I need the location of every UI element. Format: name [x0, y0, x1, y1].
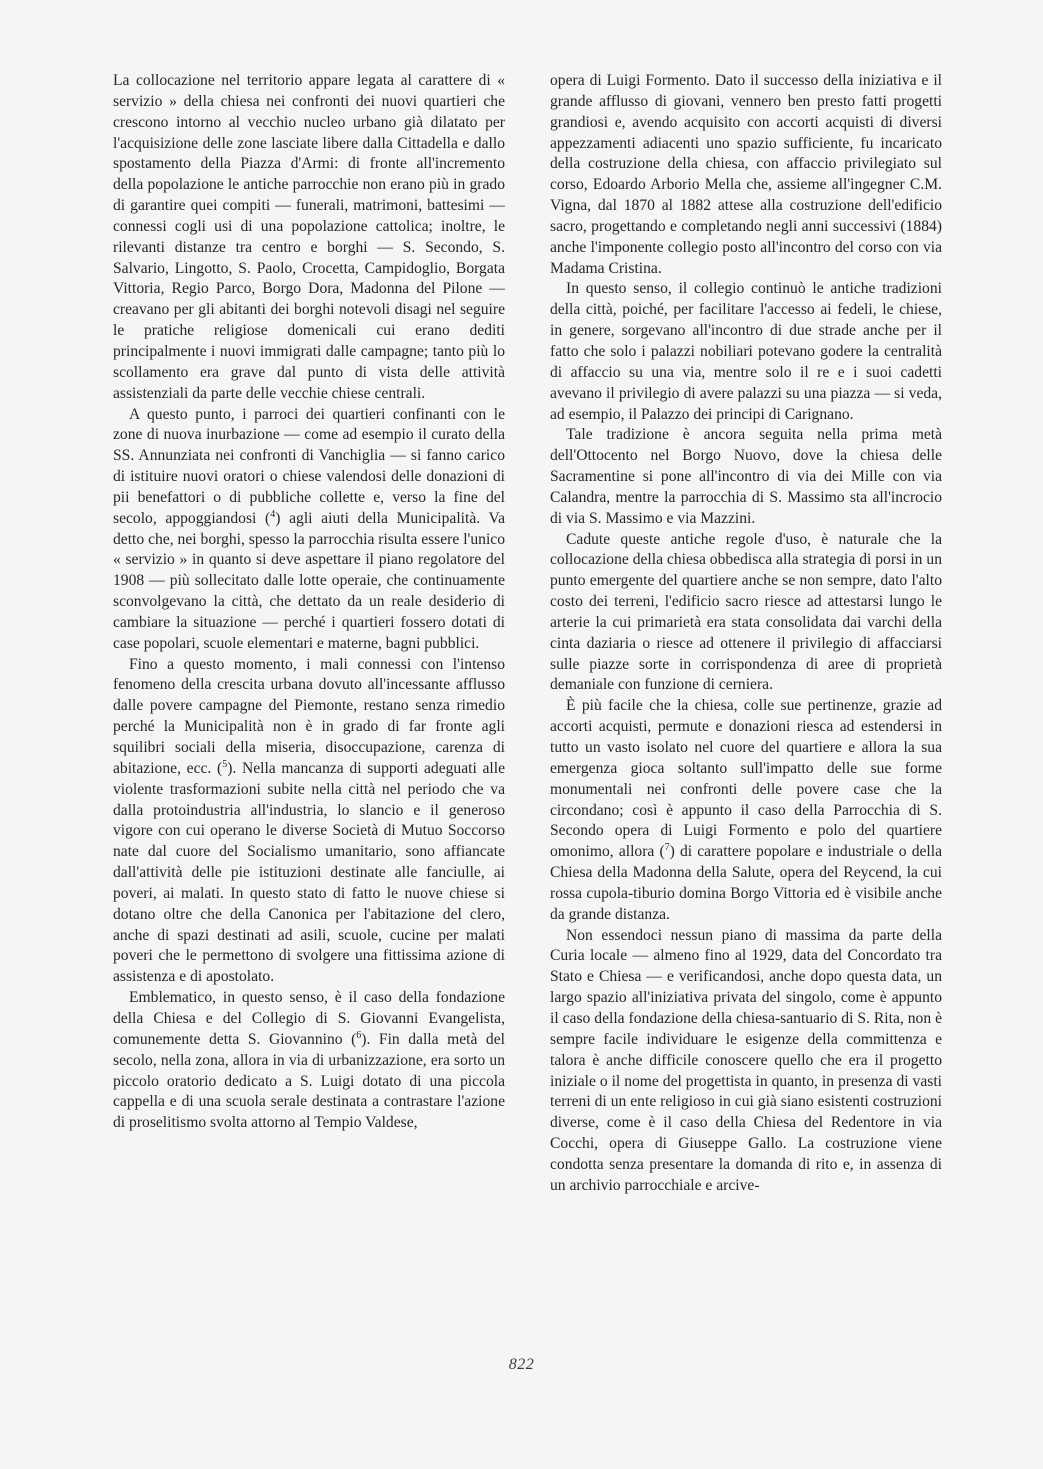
paragraph: opera di Luigi Formento. Dato il successo della iniziativa e il grande afflusso di giovani, vennero ben presto fatti progetti grandiosi e, avendo acquisito con accorti acquisti di diversi appezzamenti adiacenti uno spazio sufficiente, fu incaricato della costruzione della chiesa, con affaccio privilegiato sul corso, Edoardo Arborio Mella che, assieme all'ingegner C.M. Vigna, dal 1870 al 1882 attese alla costruzione dell'edificio sacro, progettando e completando negli anni successivi (1884) anche l'imponente collegio posto all'incontro del corso con via Madama Cristina.	[550, 72, 942, 277]
text-column-right	[550, 71, 942, 1197]
paragraph-text: Emblematico, in questo senso, è il caso della fondazione della Chiesa e del Collegio di S. Giovanni Evangelista, comunemente detta S. Giovannino (	[113, 989, 505, 1048]
paragraph-text: ). Nella mancanza di supporti adeguati alle violente trasformazioni subite nella città nel periodo che va dalla protoindustria all'industria, lo slancio e il generoso vigore con cui operano le diverse Società di Mutuo Soccorso nate dal cuore del Socialismo umanitario, sono affiancate dall'attività delle pie istituzioni destinate alle fanciulle, ai poveri, ai malati. In questo stato di fatto le nuove chiese si dotano oltre che della Canonica per l'abitazione del clero, anche di spazi destinati ad asili, scuole, cucine per malati poveri che le permettono di svolgere una fittissima azione di assistenza e di apostolato.	[113, 759, 506, 986]
paragraph	[550, 696, 942, 925]
paragraph: Non essendoci nessun piano di massima da parte della Curia locale — almeno fino al 1929, data del Concordato tra Stato e Chiesa — e verificandosi, anche dopo questa data, un largo spazio all'iniziativa privata del singolo, come è appunto il caso della fondazione della chiesa-santuario di S. Rita, non è sempre facile individuare le esigenze della committenza e talora è anche difficile conoscere quello che era il progetto iniziale o il nome del progettista in quanto, in presenza di vasti terreni di un ente religioso in cui già siano esistenti costruzioni diverse, come è il caso della Chiesa del Redentore in via Cocchi, opera di Giuseppe Gallo. La costruzione viene condotta senza presentare la domanda di rito e, in assenza di un archivio parrocchiale e arcive-	[550, 926, 942, 1194]
footnote-reference: 6	[356, 1029, 362, 1041]
page-number: 822	[508, 1356, 535, 1373]
footnote-reference: 5	[222, 758, 228, 770]
paragraph-text: ) agli aiuti della Municipalità. Va detto che, nei borghi, spesso la parrocchia risulta essere l'unico « servizio » in quanto si deve aspettare il piano regolatore del 1908 — più sollecitato dalle lotte operaie, che continuamente sconvolgevano la città, che dettato da un reale desiderio di cambiare la situazione — perché i quartieri fossero dotati di case popolari, scuole elementari e materne, bagni pubblici.	[113, 509, 505, 652]
paragraph-text: Fino a questo momento, i mali connessi con l'intenso fenomeno della crescita urbana dovuto all'incessante afflusso dalle povere campagne del Piemonte, restano senza rimedio perché la Municipalità non è in grado di far fronte agli squilibri sociali della miseria, disoccupazione, carenza di abitazione, ecc. (	[113, 655, 505, 777]
paragraph	[113, 405, 505, 655]
paragraph-text: ) di carattere popolare e industriale o della Chiesa della Madonna della Salute, opera del Reycend, la cui rossa cupola-tiburio domina Borgo Vittoria ed è visibile anche da grande distanza.	[550, 843, 943, 923]
paragraph	[113, 655, 505, 989]
paragraph: Tale tradizione è ancora seguita nella prima metà dell'Ottocento nel Borgo Nuovo, dove la chiesa delle Sacramentine si pone all'incontro di via dei Mille con via Calandra, mentre la parrocchia di S. Massimo sta all'incrocio di via S. Massimo e via Mazzini.	[550, 426, 942, 527]
paragraph: Cadute queste antiche regole d'uso, è naturale che la collocazione della chiesa obbedisca alla strategia di porsi in un punto emergente del quartiere anche se non sempre, dato l'alto costo dei terreni, l'edificio sacro riesce ad attestarsi lungo le arterie la cui primarietà era stata consolidata dai varchi della cinta daziaria o riesce ad ottenere il privilegio di affacciarsi sulle piazze sorte in corrispondenza di aree di proprietà demaniale con funzione di cerniera.	[550, 530, 942, 694]
paragraph: La collocazione nel territorio appare legata al carattere di « servizio » della chiesa nei confronti dei nuovi quartieri che crescono intorno al vecchio nucleo urbano già dilatato per l'acquisizione delle zone lasciate libere dalla Cittadella e dallo spostamento della Piazza d'Armi: di fronte all'incremento della popolazione le antiche parrocchie non erano più in grado di garantire quei compiti — funerali, matrimoni, battesimi — connessi cogli usi di una popolazione cattolica; inoltre, le rilevanti distanze tra centro e borghi — S. Secondo, S. Salvario, Lingotto, S. Paolo, Crocetta, Campidoglio, Borgata Vittoria, Regio Parco, Borgo Dora, Madonna del Pilone — creavano per gli abitanti dei borghi notevoli disagi nel seguire le pratiche religiose domenicali cui erano dediti principalmente i nuovi immigrati dalle campagne; tanto più lo scollamento era grave dal punto di vista delle attività assistenziali da parte delle vecchie chiese centrali.	[113, 72, 505, 402]
paragraph-text: A questo punto, i parroci dei quartieri confinanti con le zone di nuova inurbazione — come ad esempio il curato della SS. Annunziata nei confronti di Vanchiglia — si fanno carico di istituire nuovi oratori o chiese valendosi delle donazioni di pii benefattori o di pubbliche collette e, verso la fine del secolo, appoggiandosi (	[113, 405, 505, 527]
text-column-left	[113, 71, 505, 1134]
footnote-reference: 4	[270, 508, 276, 520]
paragraph: In questo senso, il collegio continuò le antiche tradizioni della città, poiché, per facilitare l'accesso ai fedeli, le chiese, in genere, sorgevano all'incontro di due strade anche per il fatto che solo i palazzi nobiliari potevano godere la centralità di affaccio su una via, mentre solo il re e i suoi cadetti avevano il privilegio di avere palazzi su una piazza — si veda, ad esempio, il Palazzo dei principi di Carignano.	[550, 280, 942, 423]
footnote-reference: 7	[664, 842, 670, 854]
paragraph-text: ). Fin dalla metà del secolo, nella zona, allora in via di urbanizzazione, era sorto un piccolo oratorio dedicato a S. Luigi dotato di una piccola cappella e di una scuola serale destinata a contrastare l'azione di proselitismo svolta attorno al Tempio Valdese,	[113, 1030, 505, 1132]
paragraph-text: È più facile che la chiesa, colle sue pertinenze, grazie ad accorti acquisti, permute e donazioni riesca ad estendersi in tutto un vasto isolato nel cuore del quartiere e allora la sua emergenza gioca soltanto sull'impatto delle sue forme monumentali nei confronti delle povere case che la circondano; così è appunto il caso della Parrocchia di S. Secondo opera di Luigi Formento e polo del quartiere omonimo, allora (	[550, 697, 942, 861]
paragraph	[113, 988, 505, 1134]
